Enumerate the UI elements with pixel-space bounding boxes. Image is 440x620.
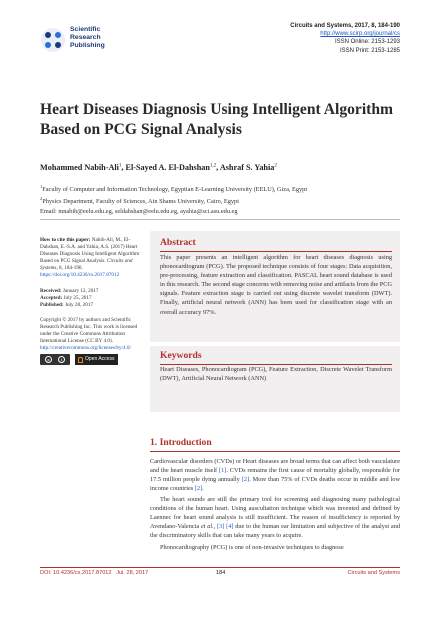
divider (160, 251, 392, 252)
journal-info (290, 22, 400, 55)
aff-sup: 2 (40, 196, 43, 202)
keywords-box (150, 342, 400, 412)
footer-divider (40, 567, 400, 568)
affiliation-line: Faculty of Computer and Information Technology, Egyptian E-Learning University (EELU), Giza, Egypt (42, 186, 308, 194)
published-label: Published: (40, 301, 64, 308)
author-name: El-Sayed A. El-Dahshan (125, 163, 210, 172)
keywords-heading: Keywords (160, 350, 202, 361)
paragraph (150, 457, 400, 493)
abstract-text: This paper presents an intelligent algorithm for heart diseases diagnosis using phonocardiogram (PCG). The proposed technique consists of four stages: Data acquisition, pre-processing, feature extraction and classification. PASCAL heart sound database is used in this research. The second stage concerns with removing noise and artifacts from the PCG signals. Feature extraction stage is carried out using discrete wavelet transform (DWT). Finally, artificial neural network (ANN) has been used for classification stage with an overall accuracy 97%. (160, 254, 392, 316)
footer-date: Jul. 28, 2017 (116, 570, 149, 576)
citation-link[interactable]: [2] (194, 485, 203, 493)
cc-by-icon[interactable]: c i (40, 354, 70, 365)
license-link[interactable]: http://creativecommons.org/licenses/by/4.0/ (40, 345, 131, 352)
author-list: Mohammed Nabih-Ali$^1$, El-Sayed A. El-Dahshan$^{1,2}$, Ashraf S. Yahia$^2$ (40, 163, 277, 172)
author-sup: 1,2 (209, 163, 217, 169)
section-heading: 1. Introduction (150, 437, 212, 448)
article-info-column (40, 237, 140, 365)
accepted-date: July 25, 2017 (63, 294, 92, 301)
scirp-logo-icon (40, 27, 66, 53)
page-number: 184 (216, 570, 226, 576)
text-run: . (202, 485, 204, 493)
cite-tail: , 8, 184-190. (56, 265, 83, 272)
issn-online: ISSN Online: 2153-1293 (334, 39, 400, 46)
citation-link[interactable]: [1] (219, 467, 227, 475)
accepted-label: Accepted: (40, 294, 63, 301)
footer-journal: Circuits and Systems (347, 570, 400, 576)
aff-sup: 1 (40, 184, 43, 189)
affiliation-line: Physics Department, Faculty of Sciences, Ain Shams University, Cairo, Egypt (42, 198, 239, 206)
text-run: Cardiovascular disorders (CVDs) or Heart diseases are broad terms that can affect both vasculature and the heart muscle itself (150, 458, 400, 475)
author-sup: 2 (274, 163, 277, 169)
open-access-badge: Open Access (75, 354, 118, 365)
citation-link[interactable]: [3] (217, 523, 225, 531)
citation-block (40, 237, 140, 280)
divider (40, 219, 400, 220)
dates-block (40, 288, 140, 309)
author-name: Mohammed Nabih-Ali (40, 163, 119, 172)
cite-journal: Circuits and Systems (40, 258, 133, 272)
text-run: . More than 75% of CVDs deaths occur in middle and low income countries (150, 476, 400, 493)
paragraph (150, 495, 400, 540)
publisher-line: Publishing (70, 42, 105, 50)
publisher-line: Research (70, 34, 101, 42)
paragraph: Phonocardiography (PCG) is one of non-invasive techniques to diagnose (160, 544, 344, 551)
license-badges (40, 354, 140, 365)
journal-url-link[interactable]: http://www.scirp.org/journal/cs (320, 31, 400, 38)
divider (150, 451, 400, 452)
publisher-line: Scientific (70, 26, 101, 33)
cite-label: How to cite this paper: (40, 237, 91, 243)
journal-citation: Circuits and Systems, 2017, 8, 184-190 (290, 23, 400, 29)
published-date: July 28, 2017 (64, 301, 94, 308)
copyright-block (40, 317, 140, 352)
paper-title: Heart Diseases Diagnosis Using Intelligent Algorithm Based on PCG Signal Analysis (40, 101, 394, 138)
text-run: et al. (200, 523, 214, 531)
text-run: due to the human ear limitation and subjective of the analyst and the discriminatory skills that can take many years to acquire. (150, 523, 401, 540)
received-date: January 12, 2017 (62, 287, 99, 294)
citation-link[interactable]: [2] (241, 476, 250, 484)
email-line: Email: mnabih@eelu.edu.eg, seldahshan@eelu.edu.eg, ayahia@sci.asu.edu.eg (40, 207, 238, 215)
issn-print: ISSN Print: 2153-1285 (339, 47, 400, 54)
keywords-text: Heart Diseases, Phonocardiogram (PCG), Feature Extraction, Discrete Wavelet Transform (DWT), Artificial Neural Network (ANN) (160, 366, 392, 383)
author-sup: 1 (118, 163, 122, 169)
received-label: Received: (40, 287, 62, 294)
text-run: , (213, 523, 218, 531)
abstract-box (150, 231, 400, 342)
text-run: . CVDs remains the first cause of mortality globally, responsible for 17.5 million people dying annually (150, 467, 400, 484)
citation-link[interactable]: [4] (226, 523, 234, 531)
author-name: Ashraf S. Yahia (219, 163, 275, 172)
doi-link[interactable]: https://doi.org/10.4236/cs.2017.87012 (40, 272, 120, 279)
abstract-heading: Abstract (160, 237, 196, 248)
copyright-text: Copyright © 2017 by authors and Scientific Research Publishing Inc. This work is licensed under the Creative Commons Attribution International License (CC BY 4.0). (40, 316, 138, 345)
publisher-logo (40, 24, 114, 64)
footer-doi: DOI: 10.4236/cs.2017.87012 (40, 570, 112, 576)
text-run: The heart sounds are still the primary tool for screening and diagnosing many pathological conditions of the human heart. Using auscultation technique which was invented and defined by Laennec for heart sound analysis is still insufficient. The reason of insufficiency is reported by Avendano-Valencia (150, 496, 400, 531)
cite-text: Nabih-Ali, M., El-Dahshan, E.-S.A. and Yahia, A.S. (2017) Heart Diseases Diagnosis Using Intelligent Algorithm Based on PCG Signal Analysis. (40, 237, 140, 265)
affiliations (40, 182, 420, 216)
